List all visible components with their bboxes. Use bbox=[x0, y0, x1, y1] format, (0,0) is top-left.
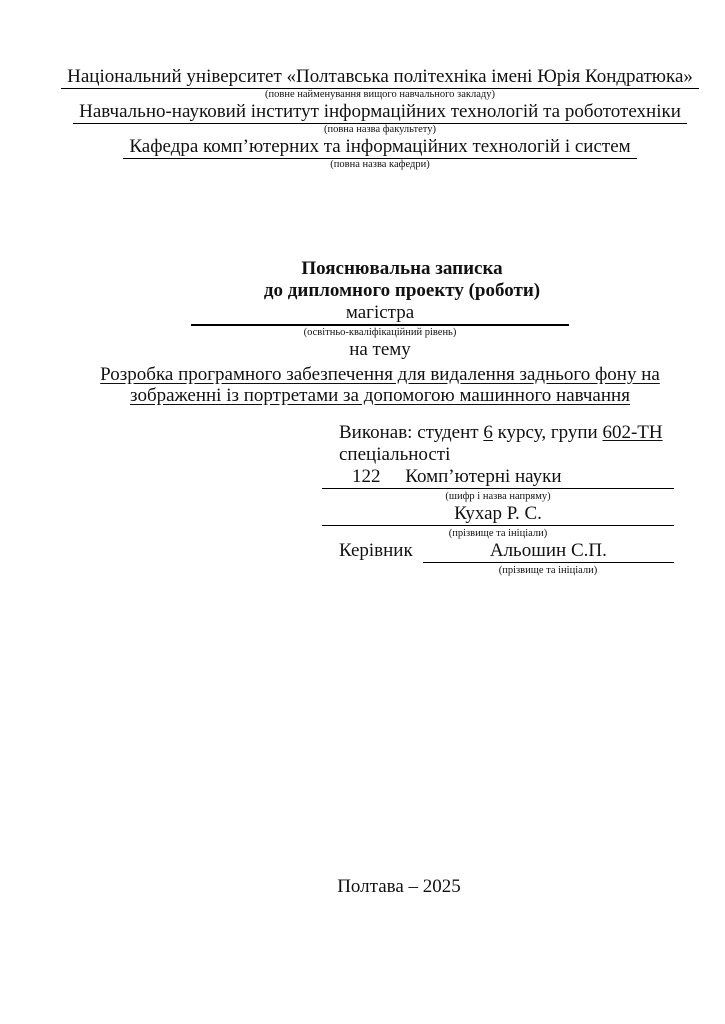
specialty-code: 122 bbox=[352, 466, 381, 487]
course-number: 6 bbox=[483, 422, 493, 443]
university-name-text: Національний університет «Полтавська політехніка імені Юрія Кондратюка» bbox=[61, 66, 699, 89]
topic-block bbox=[50, 364, 710, 406]
executor-line bbox=[322, 422, 674, 444]
department-name-caption: (повна назва кафедри) bbox=[330, 159, 430, 170]
supervisor-name-line: Альошин С.П. bbox=[423, 540, 674, 563]
institute-name-text: Навчально-науковий інститут інформаційних технологій та робототехніки bbox=[73, 101, 687, 124]
specialty-caption: (шифр і назва напряму) bbox=[445, 491, 551, 502]
supervisor-caption: (прізвище та ініціали) bbox=[498, 565, 598, 576]
executor-middle: курсу, групи bbox=[497, 422, 598, 443]
city-year-line: Полтава – 2025 bbox=[337, 876, 461, 897]
department-name-line bbox=[50, 136, 710, 158]
executor-block bbox=[322, 422, 674, 577]
doc-title-line-1: Пояснювальна записка bbox=[301, 258, 503, 279]
specialty-label: спеціальності bbox=[339, 444, 451, 465]
institute-name-line bbox=[50, 101, 710, 123]
supervisor-label: Керівник bbox=[339, 540, 413, 561]
topic-line-2: зображенні із портретами за допомогою машинного навчання bbox=[130, 385, 630, 406]
supervisor-line bbox=[322, 540, 674, 563]
degree-level-line: магістра bbox=[191, 302, 569, 326]
header-block bbox=[50, 66, 710, 171]
topic-label: на тему bbox=[349, 339, 411, 360]
group-number: 602-ТН bbox=[602, 422, 663, 443]
university-name-line bbox=[50, 66, 710, 88]
specialty-line bbox=[322, 466, 674, 489]
doc-title-line-2: до дипломного проекту (роботи) bbox=[263, 280, 541, 301]
student-name-caption: (прізвище та ініціали) bbox=[448, 528, 548, 539]
department-name-text: Кафедра комп’ютерних та інформаційних технологій і систем bbox=[123, 136, 636, 159]
institute-name-caption: (повна назва факультету) bbox=[323, 124, 437, 135]
degree-level-caption: (освітньо-кваліфікаційний рівень) bbox=[303, 327, 457, 338]
title-block bbox=[50, 258, 710, 361]
executor-prefix: Виконав: студент bbox=[339, 422, 479, 443]
university-name-caption: (повне найменування вищого навчального закладу) bbox=[265, 89, 495, 100]
student-name-line: Кухар Р. С. bbox=[322, 503, 674, 526]
topic-line-1: Розробка програмного забезпечення для видалення заднього фону на bbox=[100, 364, 660, 385]
specialty-name: Комп’ютерні науки bbox=[405, 466, 562, 487]
